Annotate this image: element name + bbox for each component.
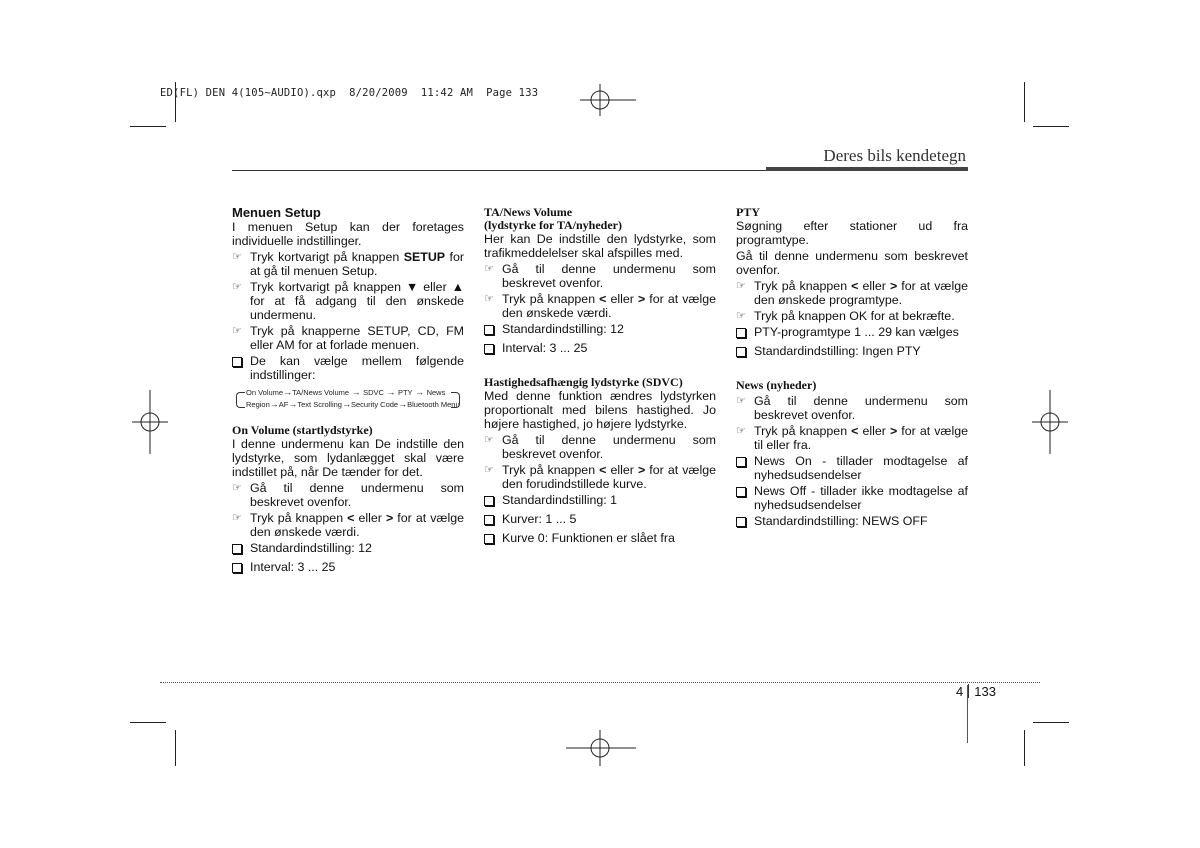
checkbox-icon xyxy=(484,344,494,354)
intro-text: I menuen Setup kan der foretages individuelle indstillinger. xyxy=(232,220,464,248)
chevron-left-icon: < xyxy=(851,424,859,438)
list-item: Interval: 3 ... 25 xyxy=(232,560,464,577)
chapter-number: 4 xyxy=(956,684,964,699)
page-number-divider xyxy=(968,684,969,698)
page-header-title: Deres bils kendetegn xyxy=(823,146,966,165)
list-item: ☞ Tryk på knappen < eller > for at vælge den ønskede værdi. xyxy=(484,292,716,320)
list-item: ☞ Tryk på knappen < eller > for at vælge den forudindstillede kurve. xyxy=(484,463,716,491)
list-item: ☞ Tryk på knappen < eller > for at vælge den ønskede programtype. xyxy=(736,279,968,307)
section-heading-sdvc: Hastighedsafhængig lydstyrke (SDVC) xyxy=(484,375,683,389)
section-heading-news: News (nyheder) xyxy=(736,378,817,392)
list-item: ☞ Gå til denne undermenu som beskrevet ovenfor. xyxy=(484,433,716,461)
chevron-left-icon: < xyxy=(599,292,607,306)
checkbox-icon xyxy=(232,357,242,367)
chevron-right-icon: > xyxy=(889,279,898,293)
hand-pointer-icon: ☞ xyxy=(232,251,242,263)
checkbox-icon xyxy=(484,325,494,335)
list-item: Kurver: 1 ... 5 xyxy=(484,512,716,529)
hand-pointer-icon: ☞ xyxy=(736,425,746,437)
list-item: News Off - tillader ikke modtagelse af nyhedsudsendelser xyxy=(736,484,968,512)
registration-mark-left xyxy=(132,390,168,454)
list-item: Standardindstilling: 1 xyxy=(484,493,716,510)
hand-pointer-icon: ☞ xyxy=(736,310,746,322)
chevron-left-icon: < xyxy=(851,279,859,293)
checkbox-icon xyxy=(736,328,746,338)
registration-mark-bottom xyxy=(566,728,636,768)
list-item: ☞ Gå til denne undermenu som beskrevet ovenfor. xyxy=(484,262,716,290)
chevron-left-icon: < xyxy=(347,511,355,525)
hand-pointer-icon: ☞ xyxy=(736,395,746,407)
hand-pointer-icon: ☞ xyxy=(736,280,746,292)
list-item: De kan vælge mellem følgende indstillinger: xyxy=(232,354,464,382)
list-item: ☞ Gå til denne undermenu som beskrevet ovenfor. xyxy=(736,394,968,422)
hand-pointer-icon: ☞ xyxy=(484,434,494,446)
checkbox-icon xyxy=(484,496,494,506)
chevron-right-icon: > xyxy=(385,511,394,525)
list-item: ☞ Tryk kortvarigt på knappen SETUP for at gå til menuen Setup. xyxy=(232,250,464,278)
list-item: Standardindstilling: 12 xyxy=(232,541,464,558)
list-item: Standardindstilling: Ingen PTY xyxy=(736,344,968,361)
list-item: News On - tillader modtagelse af nyhedsudsendelser xyxy=(736,454,968,482)
column-1 xyxy=(232,206,464,577)
header-rule-accent xyxy=(766,167,968,171)
list-item: ☞ Gå til denne undermenu som beskrevet ovenfor. xyxy=(232,481,464,509)
checkbox-icon xyxy=(736,457,746,467)
list-item: ☞ Tryk på knapperne SETUP, CD, FM eller AM for at forlade menuen. xyxy=(232,324,464,352)
checkbox-icon xyxy=(232,563,242,573)
checkbox-icon xyxy=(736,517,746,527)
list-item: Standardindstilling: NEWS OFF xyxy=(736,514,968,531)
menu-flow-diagram xyxy=(232,388,464,414)
intro-text: Søgning efter stationer ud fra programtype. xyxy=(736,219,968,247)
registration-mark-right xyxy=(1032,390,1068,454)
intro-text: Her kan De indstille den lydstyrke, som trafikmeddelelser skal afspilles med. xyxy=(484,232,716,260)
flow-bracket-right xyxy=(451,392,460,408)
flow-row-1: On Volume→TA/News Volume → SDVC → PTY → News xyxy=(246,387,446,397)
hand-pointer-icon: ☞ xyxy=(232,482,242,494)
registration-mark-top xyxy=(580,82,636,118)
print-slug: ED(FL) DEN 4(105~AUDIO).qxp 8/20/2009 11:42 AM Page 133 xyxy=(160,87,539,99)
checkbox-icon xyxy=(736,487,746,497)
checkbox-icon xyxy=(736,347,746,357)
intro-text: Med denne funktion ændres lydstyrken proportionalt med bilens hastighed. Jo højere hastighed, jo højere lydstyrke. xyxy=(484,389,716,431)
chevron-right-icon: > xyxy=(889,424,898,438)
list-item: ☞ Tryk på knappen OK for at bekræfte. xyxy=(736,309,955,323)
checkbox-icon xyxy=(232,544,242,554)
intro-text: Gå til denne undermenu som beskrevet ovenfor. xyxy=(736,249,968,277)
list-item: ☞ Tryk kortvarigt på knappen ▼ eller ▲ for at få adgang til den ønskede undermenu. xyxy=(232,280,464,322)
hand-pointer-icon: ☞ xyxy=(484,263,494,275)
hand-pointer-icon: ☞ xyxy=(484,464,494,476)
section-heading-ta-news: TA/News Volume xyxy=(484,205,573,219)
chevron-right-icon: > xyxy=(637,463,646,477)
list-item: Standardindstilling: 12 xyxy=(484,322,716,339)
section-heading-pty: PTY xyxy=(736,205,760,219)
subsection-heading-on-volume: On Volume (startlydstyrke) xyxy=(232,423,373,437)
page-number xyxy=(956,684,996,699)
list-item: Interval: 3 ... 25 xyxy=(484,341,716,358)
chevron-left-icon: < xyxy=(599,463,607,477)
flow-bracket-left xyxy=(236,392,245,408)
hand-pointer-icon: ☞ xyxy=(232,512,242,524)
list-item: ☞ Tryk på knappen < eller > for at vælge til eller fra. xyxy=(736,424,968,452)
triangle-up-icon: ▲ xyxy=(451,280,464,294)
checkbox-icon xyxy=(484,534,494,544)
column-3 xyxy=(736,206,968,531)
subsection-text: I denne undermenu kan De indstille den lydstyrke, som lydanlægget skal være indstillet på, når De tænder for det. xyxy=(232,437,464,479)
hand-pointer-icon: ☞ xyxy=(484,293,494,305)
chevron-right-icon: > xyxy=(637,292,646,306)
footer-dotted-rule xyxy=(160,682,1040,683)
flow-row-2: Region→AF→Text Scrolling→Security Code→Bluetooth Menu xyxy=(246,399,460,409)
hand-pointer-icon: ☞ xyxy=(232,325,242,337)
section-heading-ta-news-sub: (lydstyrke for TA/nyheder) xyxy=(484,218,622,232)
list-item: ☞ Tryk på knappen < eller > for at vælge den ønskede værdi. xyxy=(232,511,464,539)
triangle-down-icon: ▼ xyxy=(406,280,419,294)
list-item: PTY-programtype 1 ... 29 kan vælges xyxy=(736,325,968,342)
hand-pointer-icon: ☞ xyxy=(232,281,242,293)
column-2 xyxy=(484,206,716,548)
checkbox-icon xyxy=(484,515,494,525)
list-item: Kurve 0: Funktionen er slået fra xyxy=(484,531,716,548)
page-number-value: 133 xyxy=(974,684,996,699)
section-heading-setup: Menuen Setup xyxy=(232,205,321,220)
